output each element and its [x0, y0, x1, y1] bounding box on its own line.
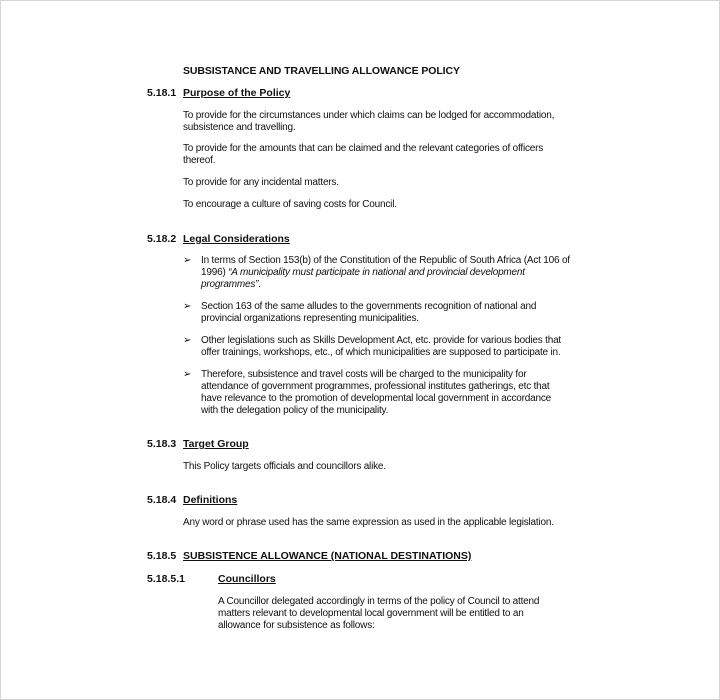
section-heading: Definitions	[183, 494, 238, 506]
section-heading: SUBSISTENCE ALLOWANCE (NATIONAL DESTINATIONS)	[183, 550, 472, 562]
document-title: SUBSISTANCE AND TRAVELLING ALLOWANCE POLICY	[183, 65, 460, 77]
paragraph: Any word or phrase used has the same expression as used in the applicable legislation.	[183, 517, 554, 528]
bullet-item: Section 163 of the same alludes to the governments recognition of national and provincial organizations representing municipalities.	[201, 301, 537, 324]
paragraph: This Policy targets officials and councillors alike.	[183, 461, 386, 472]
section-number: 5.18.5	[147, 550, 177, 562]
paragraph: To encourage a culture of saving costs for Council.	[183, 199, 397, 210]
section-number: 5.18.2	[147, 233, 177, 245]
subsection-number: 5.18.5.1	[147, 573, 185, 585]
bullet-arrow-icon: ➢	[183, 369, 192, 380]
bullet-tail: .	[258, 279, 261, 290]
bullet-arrow-icon: ➢	[183, 255, 192, 266]
bullet-item: Other legislations such as Skills Development Act, etc. provide for various bodies that offer trainings, workshops, etc., of which municipalities are supposed to participate in.	[201, 335, 562, 358]
paragraph: A Councillor delegated accordingly in terms of the policy of Council to attend matters relevant to developmental local government will be entitled to an allowance for subsistence as follows:	[218, 596, 540, 631]
bullet-arrow-icon: ➢	[183, 335, 192, 346]
section-number: 5.18.3	[147, 438, 177, 450]
section-number: 5.18.4	[147, 494, 177, 506]
bullet-text: In terms of Section 153(b) of the Constitution of the Republic of South Africa (Act 106 of 1996)	[201, 255, 570, 278]
section-heading: Purpose of the Policy	[183, 87, 291, 99]
section-number: 5.18.1	[147, 87, 177, 99]
bullet-item	[201, 255, 576, 291]
bullet-item: Therefore, subsistence and travel costs will be charged to the municipality for attendance of government programmes, professional institutes gatherings, etc that have relevance to the promotion of developmental local government in accordance with the delegation policy of the municipality.	[201, 369, 551, 416]
paragraph: To provide for the circumstances under which claims can be lodged for accommodation, subsistence and travelling.	[183, 110, 555, 133]
subsection-heading: Councillors	[218, 573, 276, 585]
paragraph: To provide for the amounts that can be claimed and the relevant categories of officers thereof.	[183, 143, 544, 166]
paragraph: To provide for any incidental matters.	[183, 177, 339, 188]
bullet-arrow-icon: ➢	[183, 301, 192, 312]
bullet-quote: “A municipality must participate in national and provincial development programmes”	[201, 267, 525, 290]
section-heading: Target Group	[183, 438, 249, 450]
section-heading: Legal Considerations	[183, 233, 290, 245]
